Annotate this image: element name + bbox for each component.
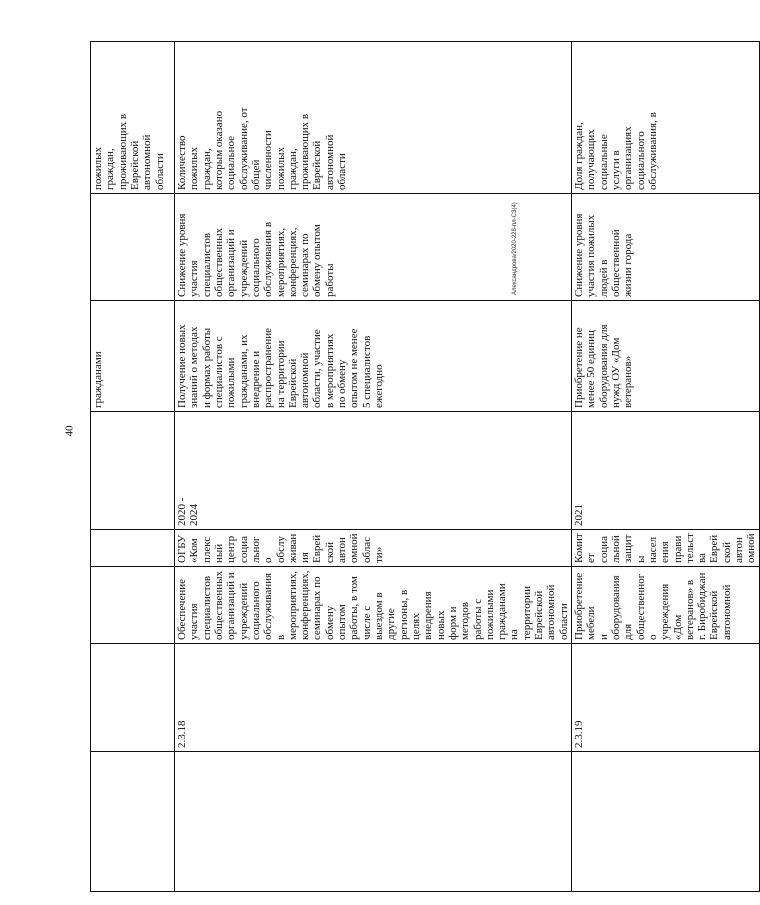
rotated-table-wrapper <box>90 42 758 892</box>
measure-name-cell: Приобретение мебели и оборудования для общественного учреждения «Дом ветеранов» в г. Биробиджан Еврейской автономной <box>572 567 760 644</box>
indicator-cell: Количество пожилых граждан, которым оказано социальное обслуживание, от общей численности пожилых граждан, проживающих в Еврейской автономной области <box>175 42 572 194</box>
table-cell <box>91 567 175 644</box>
period-cell: 2021 <box>572 412 760 530</box>
period-cell: 2020 - 2024 <box>175 412 572 530</box>
table-cell: гражданами <box>91 301 175 412</box>
measure-name-cell: Обеспечение участия специалистов общественных организаций и учреждений социального обслуживания в мероприятиях, конференциях, семинарах по обмену опытом работы, в том числе с выездом в другие регионы, в целях внедрения новых форм и методов работы с пожилыми гражданами на территории Еврейской автономной области <box>175 567 572 644</box>
consequences-cell: Снижение уровня участия специалистов общественных организаций и учреждений социального обслуживания в мероприятиях, конференциях, семинарах по обмену опытом работы <box>175 194 572 301</box>
table-cell <box>91 194 175 301</box>
table-row <box>175 42 572 892</box>
table-row <box>572 42 760 892</box>
indicator-cell: Доля граждан, получающих социальные услуги в организациях социального обслуживания, в <box>572 42 760 194</box>
page-number: 40 <box>63 425 76 437</box>
table-cell <box>91 644 175 752</box>
side-note: Александрова/2020-228-пл-СЗ(4) <box>512 202 518 295</box>
expected-result-cell: Получение новых знаний о методах и формах работы специалистов с пожилыми гражданами, их внедрение и распространение на территории Еврейской автономной области, участие в мероприятиях по обмену опытом не менее 5 специалистов ежегодно <box>175 301 572 412</box>
responsible-cell: Комитет социальной защиты населения правительства Еврейской автономной <box>572 530 760 567</box>
responsible-cell: ОГБУ «Комплексный центр социального обслуживания Еврейской автономной области» <box>175 530 572 567</box>
table-cell-blank <box>572 752 760 892</box>
row-number-cell: 2.3.19 <box>572 644 760 752</box>
table-cell <box>91 412 175 530</box>
program-measures-table <box>90 41 760 892</box>
consequences-cell: Снижение уровня участия пожилых людей в общественной жизни города <box>572 194 760 301</box>
row-number-cell: 2.3.18 <box>175 644 572 752</box>
expected-result-cell: Приобретение не менее 50 единиц оборудования для нужд ОУ «Дом ветеранов» <box>572 301 760 412</box>
table-cell: пожилых граждан, проживающих в Еврейской автономной области <box>91 42 175 194</box>
table-row <box>91 42 175 892</box>
table-cell-blank <box>175 752 572 892</box>
table-cell-blank <box>91 752 175 892</box>
table-cell <box>91 530 175 567</box>
